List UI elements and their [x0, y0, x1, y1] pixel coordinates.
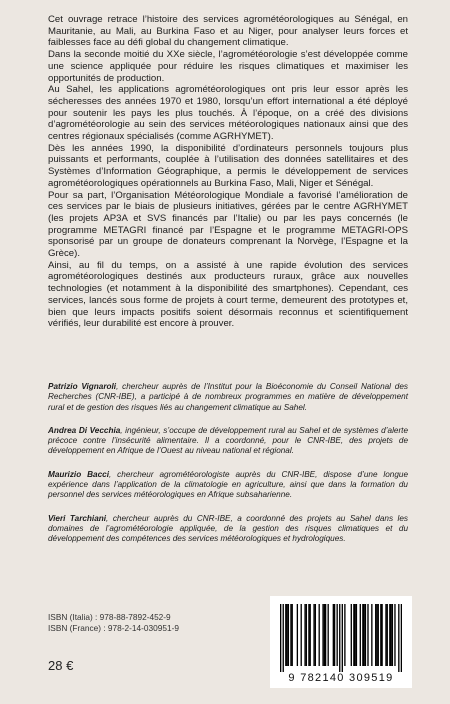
paragraph-1: Cet ouvrage retrace l’histoire des services agrométéorologiques au Sénégal, en Mauritanie, au Mali, au Burkina Faso et au Niger, pour analyser leurs forces et faiblesses face au défi global du changement climatique.: [48, 14, 408, 49]
barcode-bar: [339, 604, 340, 672]
barcode-bar: [304, 604, 305, 666]
barcode-bar: [390, 604, 391, 666]
barcode-bar: [356, 604, 357, 666]
isbn-france: ISBN (France) : 978-2-14-030951-9: [48, 623, 179, 633]
paragraph-3: Au Sahel, les applications agrométéorologiques ont pris leur essor après les sécheresses des années 1970 et 1980, lorsqu’un effort international a été déployé pour soutenir les pays les plus touchés. À l’époque, on a créé des divisions d’agrométéorologie au sein des services météorologiques nationaux ainsi que des centres régionaux spécialisés (comme AGRHYMET).: [48, 84, 408, 143]
barcode-bar: [380, 604, 381, 666]
barcode-bar: [310, 604, 311, 666]
barcode-bar: [286, 604, 287, 666]
barcode-bar: [392, 604, 393, 666]
barcode-number: 9 782140 309519: [288, 672, 394, 684]
barcode-bar: [360, 604, 361, 666]
barcode-bar: [342, 604, 343, 672]
barcode-bar: [365, 604, 366, 666]
barcode-bar: [376, 604, 377, 666]
isbn-block: [48, 612, 179, 634]
barcode-bar: [351, 604, 352, 666]
author-bio-1: [48, 382, 408, 413]
barcode-bar: [328, 604, 329, 666]
author-description: , chercheur agrométéorologiste auprès du CNR-IBE, dispose d’une longue expérience dans l’application de la climatologie en agriculture, ainsi que dans la formation du personnel des services météorologiques en Afrique subsaharienne.: [48, 469, 408, 500]
author-description: , chercheur auprès du CNR-IBE, a coordonné des projets au Sahel dans les domaines de l’agrométéorologie appliquée, de la gestion des risques climatiques et du développement des compétences des services météorologiques et hydrologiques.: [48, 513, 408, 544]
barcode-bars: [280, 604, 402, 672]
barcode-bar: [337, 604, 338, 666]
author-description: , chercheur auprès de l’Institut pour la Bioéconomie du Conseil National des Recherches (CNR-IBE), a participé à de nombreux programmes en matière de développement rural et de gestion des risques liés au changement climatique au Sahel.: [48, 382, 408, 412]
barcode-bar: [387, 604, 388, 666]
barcode-bar: [313, 604, 314, 666]
author-name: Patrizio Vignaroli: [48, 382, 117, 391]
barcode-bar: [324, 604, 325, 666]
summary-text: [48, 14, 408, 330]
paragraph-6: Ainsi, au fil du temps, on a assisté à une rapide évolution des services agrométéorologiques destinés aux producteurs ruraux, grâce aux nouvelles technologies (et notamment à la disponibilité des smartphones). Cependant, ces services, lancés sous forme de projets à court terme, demeurent des prototypes et, bien que leurs impacts positifs soient désormais reconnus et scientifiquement vérifiés, leur durabilité est encore à prouver.: [48, 259, 408, 330]
barcode-bar: [344, 604, 345, 666]
barcode-bar: [385, 604, 386, 666]
barcode-bar: [398, 604, 399, 672]
barcode-bar: [333, 604, 334, 666]
barcode-bar: [280, 604, 281, 672]
paragraph-2: Dans la seconde moitié du XXe siècle, l’agrométéorologie s’est développée comme une science appliquée pour réduire les risques climatiques et maximiser les opportunités de production.: [48, 49, 408, 84]
author-bios: [48, 382, 408, 558]
barcode-bar: [301, 604, 302, 666]
barcode-bar: [315, 604, 316, 666]
author-name: Andrea Di Vecchia: [48, 425, 121, 435]
barcode-bar: [334, 604, 335, 666]
barcode-bar: [308, 604, 309, 666]
author-description: , ingénieur, s’occupe de développement rural au Sahel et de systèmes d’alerte précoce contre l’insécurité alimentaire. Il a coordonné, pour le CNR-IBE, des projets de développement en Afrique de l’Ouest au niveau national et régional.: [48, 425, 409, 456]
barcode-bar: [381, 604, 382, 666]
barcode-bar: [319, 604, 320, 666]
author-name: Maurizio Bacci: [48, 469, 109, 479]
barcode-bar: [354, 604, 355, 666]
barcode-bar: [389, 604, 390, 666]
barcode-bar: [288, 604, 289, 666]
author-bio-3: [48, 470, 408, 501]
barcode-bar: [353, 604, 354, 666]
barcode-bar: [290, 604, 291, 666]
isbn-italy: ISBN (Italia) : 978-88-7892-452-9: [48, 612, 171, 622]
barcode-bar: [367, 604, 368, 666]
author-bio-4: [48, 514, 408, 545]
barcode-bar: [375, 604, 376, 666]
barcode-bar: [283, 604, 284, 672]
barcode-bar: [325, 604, 326, 666]
author-name: Vieri Tarchiani: [48, 513, 107, 523]
barcode-bar: [297, 604, 298, 666]
barcode-bar: [306, 604, 307, 666]
barcode-bar: [322, 604, 323, 666]
barcode-bar: [362, 604, 363, 666]
author-bio-2: [48, 426, 408, 457]
barcode-bar: [292, 604, 293, 666]
barcode-bar: [363, 604, 364, 666]
barcode-bar: [285, 604, 286, 666]
barcode: [270, 596, 412, 688]
barcode-bar: [371, 604, 372, 666]
barcode-bar: [394, 604, 395, 666]
paragraph-5: Pour sa part, l’Organisation Météorologique Mondiale a favorisé l’amélioration de ces services par le biais de plusieurs initiatives, gérées par le centre AGRHYMET (les projets AP3A et SVS financés par l’Italie) ou par les pays concernés (le programme METAGRI financé par l’Espagne et le programme METAGRI-OPS sponsorisé par un groupe de donateurs comprenant la Norvège, l’Espagne et la Grèce).: [48, 189, 408, 260]
paragraph-4: Dès les années 1990, la disponibilité d’ordinateurs personnels toujours plus puissants et performants, couplée à l’utilisation des données satellitaires et des Systèmes d’Information Géographique, a permis le développement de services agrométéorologiques opérationnels au Burkina Faso, Mali, Niger et Sénégal.: [48, 142, 408, 189]
price-label: 28 €: [48, 658, 74, 673]
barcode-bar: [401, 604, 402, 672]
barcode-bar: [378, 604, 379, 666]
